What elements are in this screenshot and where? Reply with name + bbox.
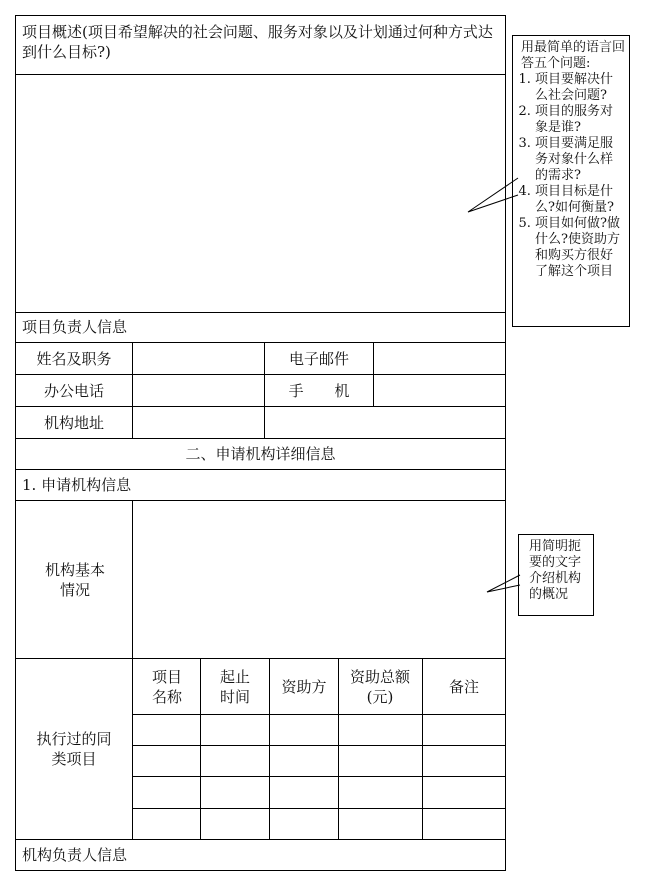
- col-remarks: 备注: [448, 677, 479, 696]
- project-leader-info-label: 项目负责人信息: [22, 318, 128, 336]
- section-two-title: 二、申请机构详细信息: [185, 445, 336, 463]
- col-project-name: 项目名称: [151, 667, 182, 706]
- callout-question-item: 1. 项目要解决什么社会问题?: [535, 72, 625, 104]
- callout-question-item: 2. 项目的服务对象是谁?: [535, 104, 625, 136]
- email-label: 电子邮件: [288, 349, 349, 368]
- callout-question-item: 3. 项目要满足服务对象什么样的需求?: [535, 136, 625, 184]
- callout-question-item: 4. 项目目标是什么?如何衡量?: [535, 184, 625, 216]
- org-leader-info-label: 机构负责人信息: [22, 846, 128, 864]
- col-period: 起止时间: [219, 667, 250, 706]
- callout-org-overview-text: 用简明扼要的文字介绍机构的概况: [529, 539, 582, 602]
- name-position-label: 姓名及职务: [36, 349, 112, 368]
- project-overview-label: 项目概述(项目希望解决的社会问题、服务对象以及计划通过何种方式达到什么目标?): [22, 23, 493, 61]
- subsection-1-label: 1. 申请机构信息: [22, 476, 132, 494]
- org-address-label: 机构地址: [43, 413, 104, 432]
- callout-question-item: 5. 项目如何做?做什么?使资助方和购买方很好了解这个项目: [535, 216, 625, 280]
- past-projects-label: 执行过的同类项目: [36, 730, 112, 768]
- col-funder: 资助方: [281, 677, 327, 696]
- office-phone-label: 办公电话: [43, 381, 104, 400]
- org-basic-label: 机构基本情况: [44, 560, 105, 599]
- mobile-label: 手 机: [288, 381, 350, 400]
- callout-five-questions-intro: 用最简单的语言回答五个问题:: [521, 40, 626, 71]
- col-total-funding: 资助总额(元): [349, 667, 410, 706]
